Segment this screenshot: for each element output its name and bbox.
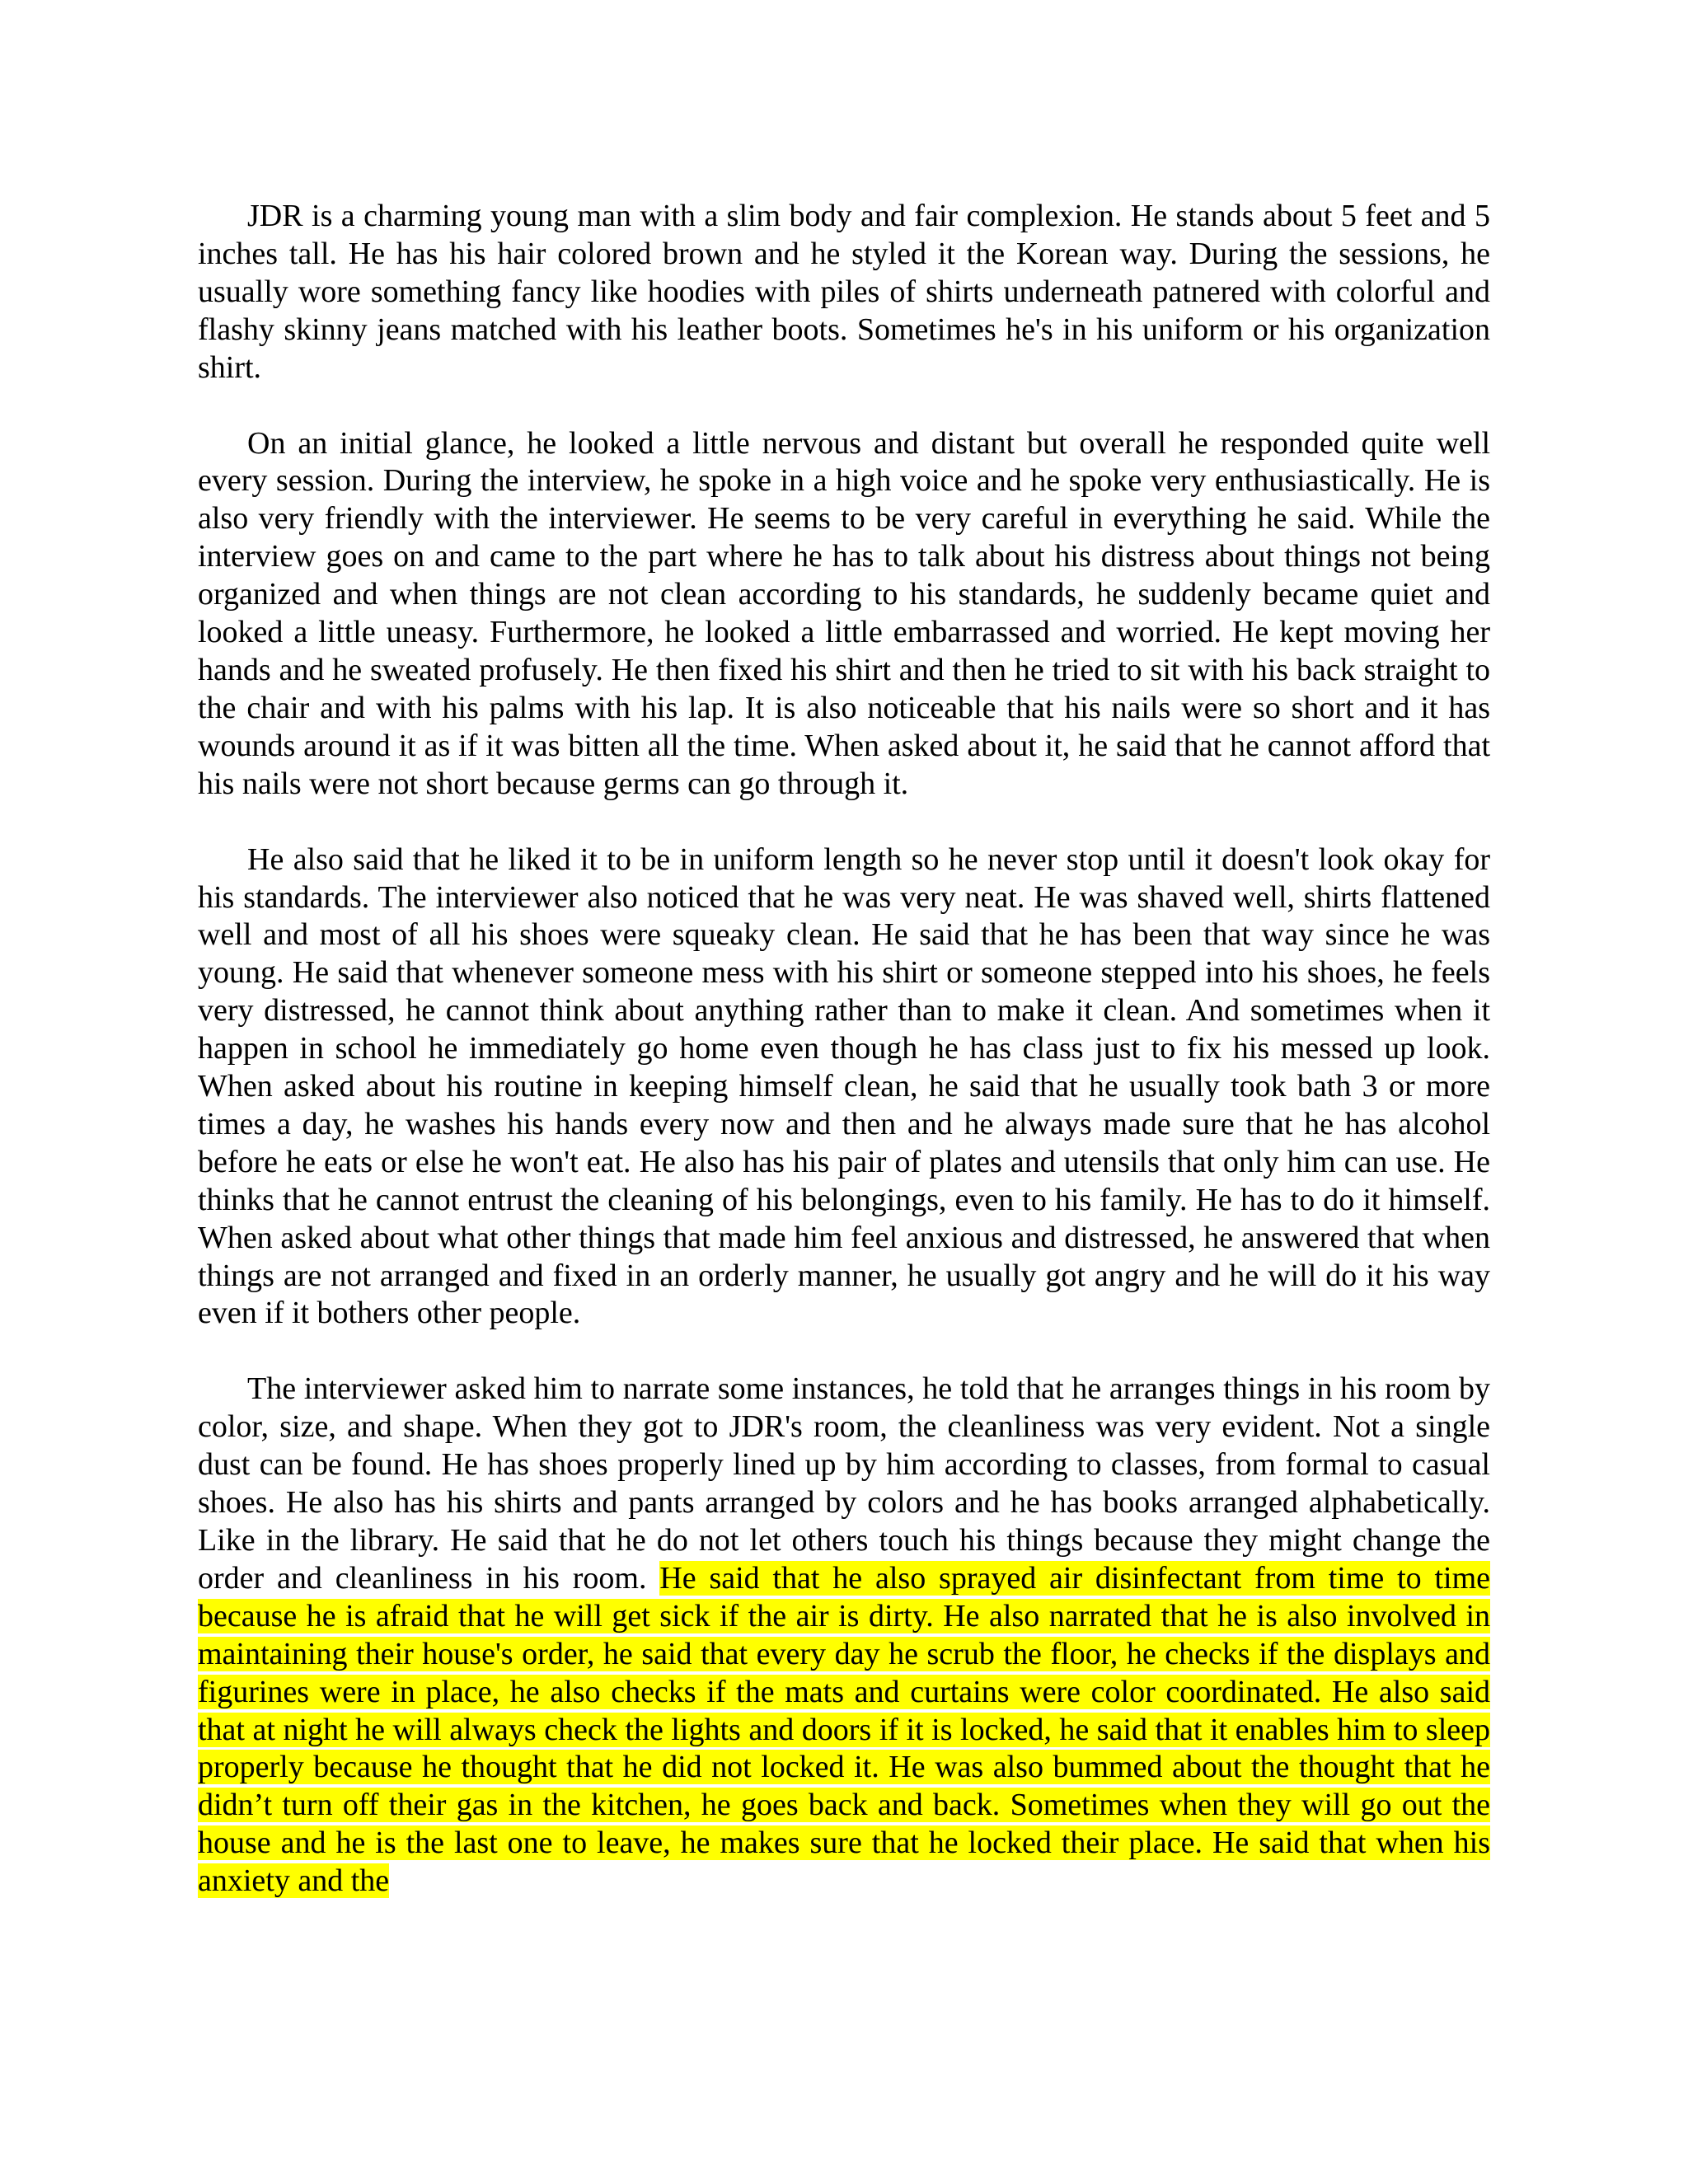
paragraph-4 xyxy=(198,1371,1490,1900)
document-body xyxy=(198,198,1490,1938)
highlighted-text: He said that he also sprayed air disinfectant from time to time because he is afraid that he will get sick if the air is dirty. He also narrated that he is also involved in maintaining their house's order, he said that every day he scrub the floor, he checks if the displays and figurines were in place, he also checks if the mats and curtains were color coordinated. He also said that at night he will always check the lights and doors if it is locked, he said that it enables him to sleep properly because he thought that he did not locked it. He was also bummed about the thought that he didn’t turn off their gas in the kitchen, he goes back and back. Sometimes when they will go out the house and he is the last one to leave, he makes sure that he locked their place. He said that when his anxiety and the xyxy=(198,1560,1491,1899)
paragraph-1: JDR is a charming young man with a slim body and fair complexion. He stands about 5 feet and 5 inches tall. He has his hair colored brown and he styled it the Korean way. During the sessions, he usually wore something fancy like hoodies with piles of shirts underneath patnered with colorful and flashy skinny jeans matched with his leather boots. Sometimes he's in his uniform or his organization shirt. xyxy=(198,199,1490,385)
paragraph-2: On an initial glance, he looked a little nervous and distant but overall he responded quite well every session. During the interview, he spoke in a high voice and he spoke very enthusiastically. He is also very friendly with the interviewer. He seems to be very careful in everything he said. While the interview goes on and came to the part where he has to talk about his distress about things not being organized and when things are not clean according to his standards, he suddenly became quiet and looked a little uneasy. Furthermore, he looked a little embarrassed and worried. He kept moving her hands and he sweated profusely. He then fixed his shirt and then he tried to sit with his back straight to the chair and with his palms with his lap. It is also noticeable that his nails were so short and it has wounds around it as if it was bitten all the time. When asked about it, he said that he cannot afford that his nails were not short because germs can go through it. xyxy=(198,425,1490,801)
paragraph-4-plain-text: The interviewer asked him to narrate some instances, he told that he arranges things in his room by color, size, and shape. When they got to JDR's room, the cleanliness was very evident. Not a single dust can be found. He has shoes properly lined up by him according to classes, from formal to casual shoes. He also has his shirts and pants arranged by colors and he has books arranged alphabetically. Like in the library. He said that he do not let others touch his things because they might change the order and cleanliness in his room. xyxy=(198,1371,1490,1596)
paragraph-3: He also said that he liked it to be in uniform length so he never stop until it doesn't look okay for his standards. The interviewer also noticed that he was very neat. He was shaved well, shirts flattened well and most of all his shoes were squeaky clean. He said that he has been that way since he was young. He said that whenever someone mess with his shirt or someone stepped into his shoes, he feels very distressed, he cannot think about anything rather than to make it clean. And sometimes when it happen in school he immediately go home even though he has class just to fix his messed up look. When asked about his routine in keeping himself clean, he said that he usually took bath 3 or more times a day, he washes his hands every now and then and he always made sure that he has alcohol before he eats or else he won't eat. He also has his pair of plates and utensils that only him can use. He thinks that he cannot entrust the cleaning of his belongings, even to his family. He has to do it himself. When asked about what other things that made him feel anxious and distressed, he answered that when things are not arranged and fixed in an orderly manner, he usually got angry and he will do it his way even if it bothers other people. xyxy=(198,841,1490,1331)
